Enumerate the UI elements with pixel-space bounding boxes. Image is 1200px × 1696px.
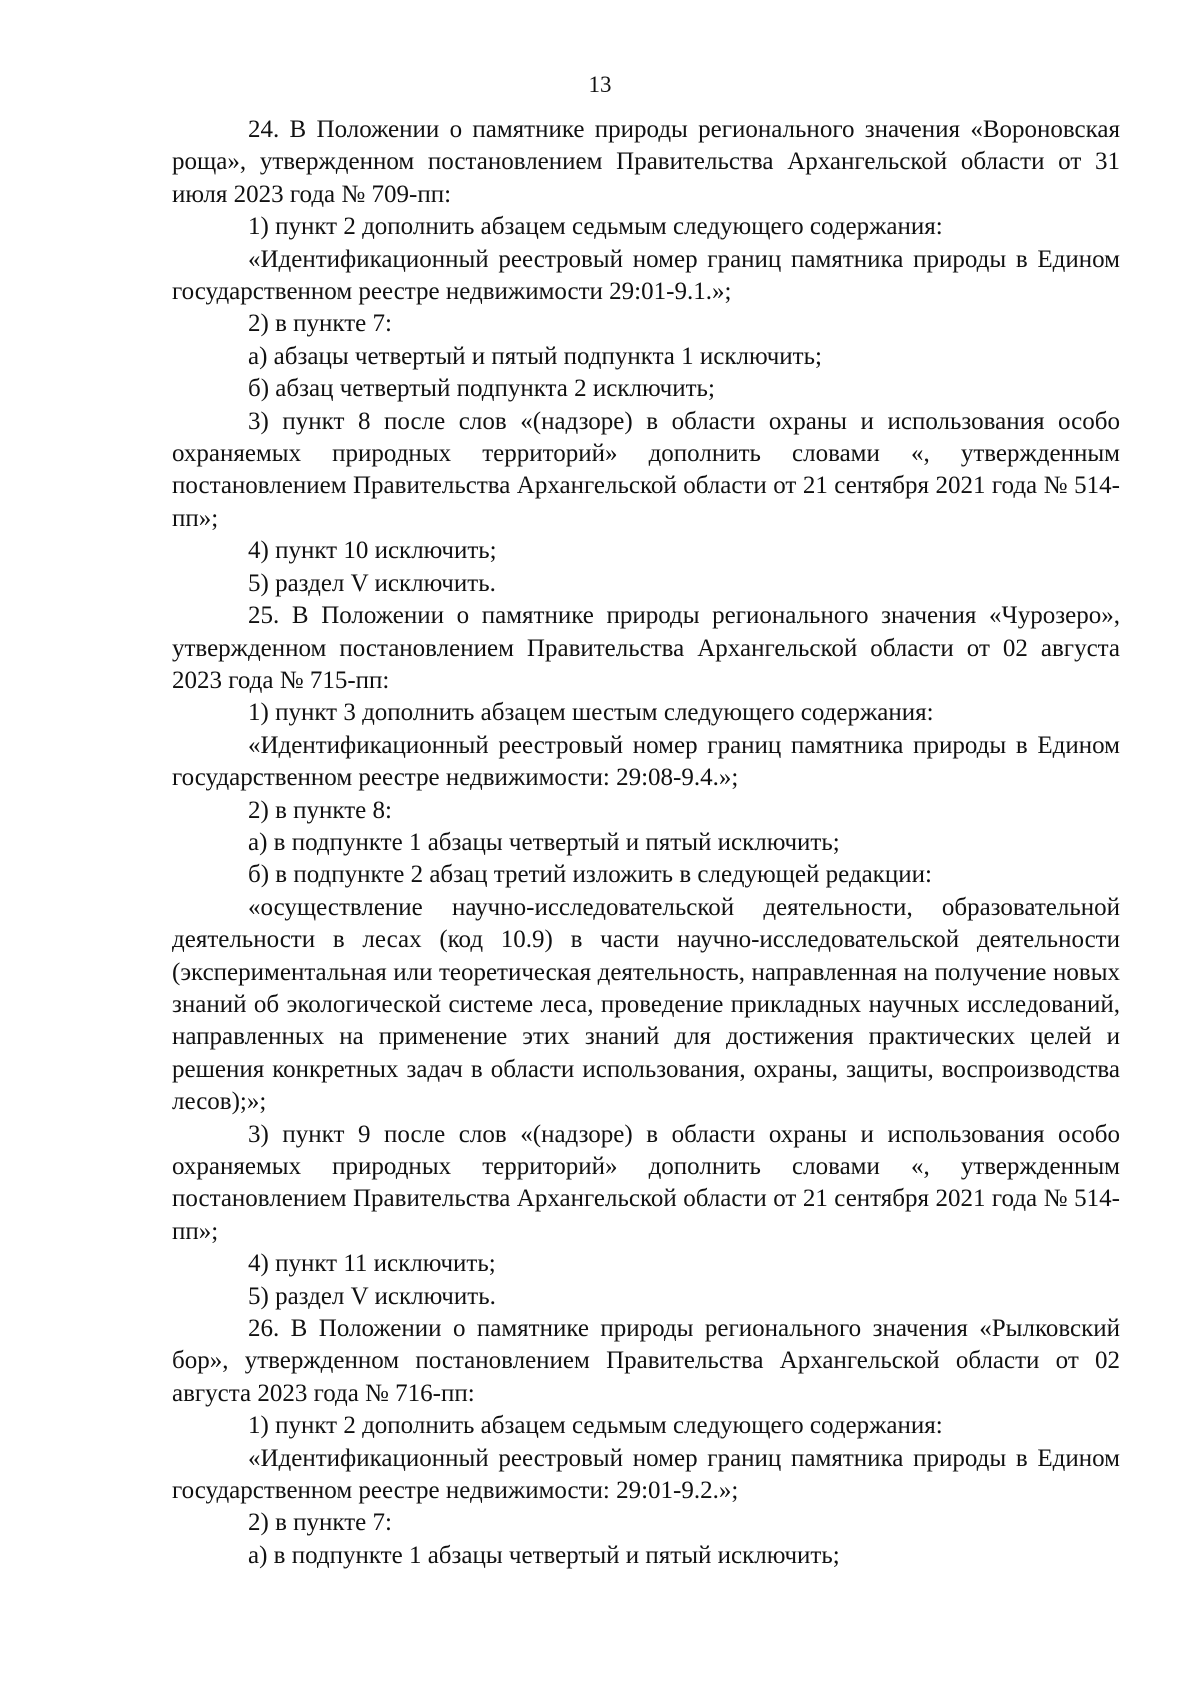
paragraph: б) в подпункте 2 абзац третий изложить в следующей редакции:	[248, 861, 932, 889]
paragraph: 1) пункт 2 дополнить абзацем седьмым следующего содержания:	[248, 213, 943, 241]
paragraph: 2) в пункте 7:	[248, 310, 392, 338]
paragraph: 5) раздел V исключить.	[248, 569, 496, 597]
paragraph: а) в подпункте 1 абзацы четвертый и пятый исключить;	[248, 828, 840, 856]
paragraph: 5) раздел V исключить.	[248, 1282, 496, 1310]
paragraph: а) абзацы четвертый и пятый подпункта 1 исключить;	[248, 342, 822, 370]
paragraph: 1) пункт 2 дополнить абзацем седьмым следующего содержания:	[248, 1412, 943, 1440]
paragraph: 4) пункт 10 исключить;	[248, 537, 497, 565]
paragraph: 3) пункт 9 после слов «(надзоре) в области охраны и использования особо охраняемых природных территорий» дополнить словами «, утвержденным постановлением Правительства Архангельской области от 21 сентября 2021 года № 514-пп»;	[172, 1120, 1120, 1245]
paragraph: 26. В Положении о памятнике природы регионального значения «Рылковский бор», утвержденном постановлением Правительства Архангельской области от 02 августа 2023 года № 716-пп:	[172, 1315, 1120, 1407]
paragraph: 24. В Положении о памятнике природы регионального значения «Вороновская роща», утвержденном постановлением Правительства Архангельской области от 31 июля 2023 года № 709-пп:	[172, 116, 1120, 208]
paragraph: «Идентификационный реестровый номер границ памятника природы в Едином государственном реестре недвижимости 29:01-9.1.»;	[172, 245, 1120, 306]
paragraph: а) в подпункте 1 абзацы четвертый и пятый исключить;	[248, 1541, 840, 1569]
paragraph: 2) в пункте 7:	[248, 1509, 392, 1537]
paragraph: 1) пункт 3 дополнить абзацем шестым следующего содержания:	[248, 699, 934, 727]
paragraph: «Идентификационный реестровый номер границ памятника природы в Едином государственном реестре недвижимости: 29:08-9.4.»;	[172, 731, 1120, 792]
paragraph: «осуществление научно-исследовательской деятельности, образовательной деятельности в лесах (код 10.9) в части научно-исследовательской деятельности (экспериментальная или теоретическая деятельность, направленная на получение новых знаний об экологической системе леса, проведение прикладных научных исследований, направленных на применение этих знаний для достижения практических целей и решения конкретных задач в области использования, охраны, защиты, воспроизводства лесов);»;	[172, 893, 1120, 1116]
paragraph: 25. В Положении о памятнике природы регионального значения «Чурозеро», утвержденном постановлением Правительства Архангельской области от 02 августа 2023 года № 715-пп:	[172, 602, 1120, 694]
paragraph: 4) пункт 11 исключить;	[248, 1250, 496, 1278]
paragraph: б) абзац четвертый подпункта 2 исключить;	[248, 375, 715, 403]
paragraph: «Идентификационный реестровый номер границ памятника природы в Едином государственном реестре недвижимости: 29:01-9.2.»;	[172, 1444, 1120, 1505]
page-number: 13	[588, 72, 612, 97]
paragraph: 3) пункт 8 после слов «(надзоре) в области охраны и использования особо охраняемых природных территорий» дополнить словами «, утвержденным постановлением Правительства Архангельской области от 21 сентября 2021 года № 514-пп»;	[172, 407, 1120, 532]
document-body	[172, 114, 1120, 1572]
paragraph: 2) в пункте 8:	[248, 796, 392, 824]
